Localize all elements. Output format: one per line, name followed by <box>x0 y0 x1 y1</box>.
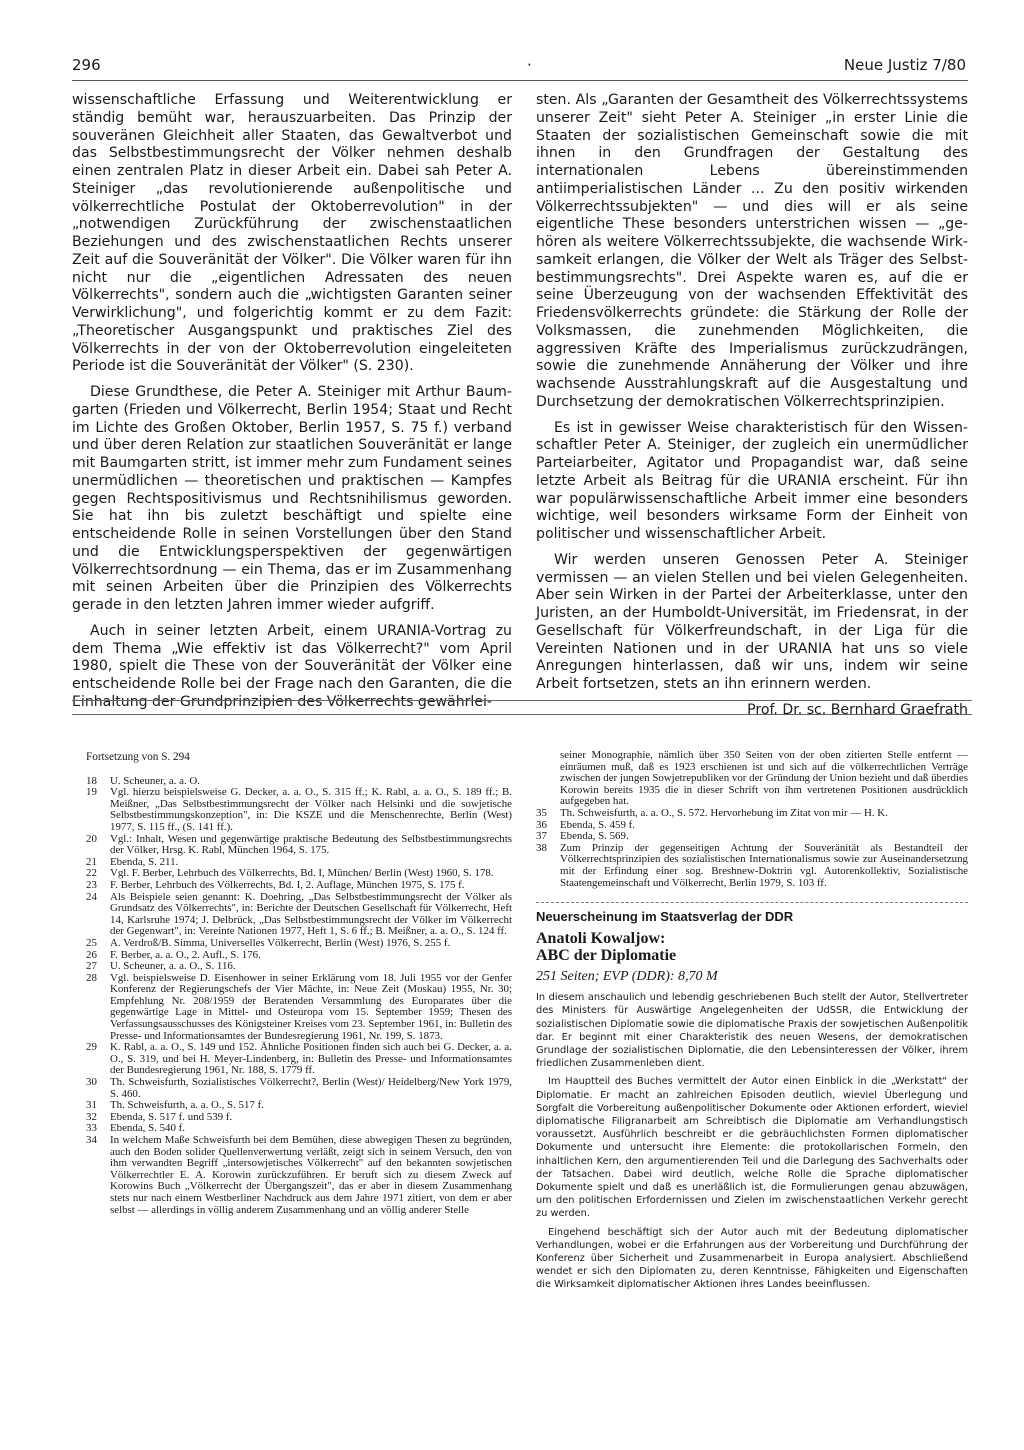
footnote-number: 18 <box>86 774 97 787</box>
footnote-number: 24 <box>86 890 97 903</box>
footnote <box>86 880 512 892</box>
footnote-number: 19 <box>86 786 97 799</box>
announcement-heading: Neuerscheinung im Staatsverlag der DDR <box>536 902 968 924</box>
announcement-paragraph: Eingehend beschäftigt sich der Autor auch mit der Bedeutung diplomatischer Verhandlungen, wobei er die Erfahrungen aus der Vorbereitung und Durchführung der Konferenz über Sicherheit und Zusammenarbeit in Europa analysiert. Abschließend wendet er sich den Diplomaten zu, deren Kenntnisse, Fähigkeiten und Eigenschaften die Wirksamkeit diplomatischer Aktionen ihres Landes beeinflussen. <box>536 1226 968 1291</box>
footnote-text: K. Rabl, a. a. O., S. 149 und 152. Ähnliche Positionen finden sich auch bei G. Decker, a. a. O., S. 319, und bei H. Meyer-Lindenberg, in: Bulletin des Presse- und Informationsamtes der Bundesregierung 1961, Nr. 188, S. 1779 ff. <box>110 1041 512 1077</box>
footnote-number: 23 <box>86 878 97 891</box>
footnote-number: 32 <box>86 1110 97 1123</box>
footnote-text: U. Scheuner, a. a. O., S. 116. <box>110 960 236 973</box>
footnote-number: 38 <box>536 841 547 854</box>
footnote-number: 22 <box>86 867 97 880</box>
footnote-number: 30 <box>86 1076 97 1089</box>
header-rule <box>72 80 968 81</box>
footnote-text: Vgl. beispielsweise D. Eisenhower in seiner Erklärung vom 18. Juli 1955 vor der Genfer Konferenz der Regierungschefs der Vier Mächte, in: Neue Zeit (Moskau) 1955, Nr. 30; Empfehlung Nr. 208/1959 der Beratenden Versammlung des Europarates über die gegenwärtige Lage in Mittel- und Osteuropa vom 15. September 1959; Thesen des Verfassungsausschusses des Königsteiner Kreises vom 23. September 1961, in: Bulletin des Presse- und Informationsamtes der Bundesregierung 1961, Nr. 199, S. 1873. <box>110 971 512 1042</box>
footnote-text: Th. Schweisfurth, a. a. O., S. 572. Hervorhebung im Zitat von mir — H. K. <box>560 806 888 819</box>
footnote <box>86 1042 512 1077</box>
footnote-text: Ebenda, S. 540 f. <box>110 1122 186 1135</box>
book-author: Anatoli Kowaljow: <box>536 930 666 948</box>
footnote <box>536 831 968 843</box>
section-divider <box>72 714 972 715</box>
footnote-number: 35 <box>536 806 547 819</box>
footnote-text: Ebenda, S. 569. <box>560 830 629 843</box>
footnote <box>86 961 512 973</box>
footnote-text: Ebenda, S. 517 f. und 539 f. <box>110 1110 233 1123</box>
footnote-number: 29 <box>86 1041 97 1054</box>
footnote-text: Ebenda, S. 211. <box>110 855 179 868</box>
page-number: 296 <box>72 56 101 74</box>
article-paragraph: Auch in seiner letzten Arbeit, einem URANIA-Vortrag zu dem Thema „Wie effektiv ist das Völkerrecht?" vom April 1980, spielt die These von der Souveränität der Völker eine entscheidende Rolle bei der Frage nach den Garanten, die die Einhaltung der Grundprinzipien des Völkerrechts gewährlei- <box>72 622 512 710</box>
footnote-number: 21 <box>86 855 97 868</box>
footnote <box>86 1135 512 1216</box>
footnote-text: F. Berber, a. a. O., 2. Aufl., S. 176. <box>110 948 261 961</box>
article-paragraph: Wir werden unseren Genossen Peter A. Steiniger vermissen — an vielen Stellen und bei vielen Gelegenheiten. Aber sein Wirken in der Partei der Arbeiterklasse, unter den Juristen, an der Humboldt-Universität, im Friedensrat, in der Gesellschaft für Völkerfreundschaft, in der Liga für die Vereinten Nationen und in der URANIA hat uns so viele Anregungen hinterlassen, daß wir uns, indem wir seine Arbeit fortsetzen, stets an ihn erinnern werden. <box>536 551 968 692</box>
article-paragraph: Es ist in gewisser Weise charakteristisch für den Wissenschaftler Peter A. Steiniger, der zugleich ein unermüdlicher Parteiarbeiter, Agitator und Propagandist war, daß seine letzte Arbeit als Beitrag für die URANIA erscheint. Für ihn war populärwissenschaftliche Arbeit immer eine besonders wichtige, weil besonders wirksame Form der Einheit von politischer und wissenschaftlicher Arbeit. <box>536 419 968 542</box>
footnote <box>536 808 968 820</box>
footnotes-left-column <box>86 752 512 1216</box>
announcement-paragraph: In diesem anschaulich und lebendig geschriebenen Buch stellt der Autor, Stellvertreter des Ministers für Auswärtige Angelegenheiten der UdSSR, die Entwicklung der sozialistischen Diplomatie sowie die diplomatische Praxis der sowjetischen Außenpolitik dar. Er beginnt mit einer Charakteristik des neuen Wesens, der demokratischen Grundlage der sozialistischen Diplomatie, die den Lebensinteressen der Völker, ihrem friedlichen Zusammenleben dient. <box>536 992 968 1070</box>
footnote-number: 28 <box>86 971 97 984</box>
footnote-number: 26 <box>86 948 97 961</box>
footnote <box>86 834 512 857</box>
footnote-list <box>86 776 512 1217</box>
footnote <box>86 938 512 950</box>
footnote-text: F. Berber, Lehrbuch des Völkerrechts, Bd. I, 2. Auflage, München 1975, S. 175 f. <box>110 878 465 891</box>
footnote-text: Vgl.: Inhalt, Wesen und gegenwärtige praktische Bedeutung des Selbstbestimmungsrechts der Völker, Hrsg. K. Rabl, München 1964, S. 175. <box>110 832 512 857</box>
announcement-body <box>536 991 968 1291</box>
footnote-text: A. Verdroß/B. Simma, Universelles Völkerrecht, Berlin (West) 1976, S. 255 f. <box>110 936 451 949</box>
footnote <box>536 843 968 889</box>
footnote-number: 27 <box>86 960 97 973</box>
section-divider <box>72 700 972 701</box>
book-title: ABC der Diplomatie <box>536 947 677 965</box>
article-paragraph: wissenschaftliche Erfassung und Weiterentwicklung er ständig bemüht war, herauszuarbeiten. Das Prinzip der souveränen Gleichheit aller Staaten, das Gewaltverbot und das Selbstbestimmungsrecht der Völker nehmen deshalb einen zentralen Platz in dieser Arbeit ein. Dabei sah Peter A. Steiniger „das revolutionierende außenpolitische und völkerrechtliche Postulat der Oktoberrevolution" in der „notwendigen Zurückführung der zwischenstaatlichen Beziehungen und des zwischenstaatlichen Rechts unserer Zeit auf die Souveränität der Völker". Die Völker waren für ihn nicht nur die „eigentlichen Adressaten des neuen Völkerrechts", sondern auch die „wichtigsten Garanten seiner Verwirklichung", und folgerichtig kommt er zu dem Fazit: „Theoretischer Ausgangspunkt und praktisches Ziel des Völkerrechts in der von der Oktoberrevolution eingeleiteten Periode ist die Souveränität der Völker" (S. 230). <box>72 92 512 375</box>
footnote-text: Th. Schweisfurth, Sozialistisches Völkerrecht?, Berlin (West)/ Heidelberg/New York 1979, S. 460. <box>110 1076 512 1100</box>
journal-title: Neue Justiz 7/80 <box>843 56 966 74</box>
footnote-text: In welchem Maße Schweisfurth bei dem Bemühen, diese abwegigen Thesen zu begründen, auch den Boden solider Quellenverwertung verläßt, zeigt sich in seinem Versuch, den von ihm verwandten Begriff „intersowjetisches Völkerrecht" auf den bekannten sowjetischen Völkerrechtler E. A. Korowin zurückzuführen. Er beruft sich zu diesem Zweck auf Korowins Buch „Völkerrecht der Übergangszeit", das er aber in diesem Zusammenhang stets nur nach einem Westberliner Nachdruck aus dem Jahre 1971 zitiert, von dem er aber selbst — allerdings in völlig anderem Zusammenhang und an völlig anderer Stelle <box>110 1134 512 1216</box>
footnote-number: 31 <box>86 1099 97 1112</box>
footnote <box>86 973 512 1043</box>
footnote-text: Th. Schweisfurth, a. a. O., S. 517 f. <box>110 1099 264 1112</box>
right-lower-column <box>536 750 968 1292</box>
footnote <box>86 787 512 833</box>
footnote-text: Ebenda, S. 459 f. <box>560 818 636 831</box>
footnote-number: 37 <box>536 830 547 843</box>
footnote-text: U. Scheuner, a. a. O. <box>110 774 200 787</box>
footnote <box>86 1077 512 1100</box>
footnote-text: Zum Prinzip der gegenseitigen Achtung der Souveränität als Bestandteil der Völkerrechtsprinzipien des sozialistischen Internationalismus sowie zur Auseinandersetzung mit der Erfindung einer sog. Breshnew-Doktrin vgl. Autorenkollektiv, Sozialistische Staatengemeinschaft und Völkerrecht, Berlin 1979, S. 103 ff. <box>560 841 968 889</box>
article-paragraph: Diese Grundthese, die Peter A. Steiniger mit Arthur Baumgarten (Frieden und Völkerrecht, Berlin 1954; Staat und Recht im Lichte des Großen Oktober, Berlin 1957, S. 75 f.) verband und über deren Relation zur staatlichen Souveränität er lange mit Baumgarten stritt, ist immer mehr zum Fundament seines unermüdlichen — theoretischen und praktischen — Kampfes gegen Rechtspositivismus und Rechtsnihilismus geworden. Sie hat ihn bis zuletzt beschäftigt und spielte eine entscheidende Rolle in seinen Vorstellungen über den Stand und die Entwicklungsperspektiven der gegenwärtigen Völkerrechtsordnung — ein Thema, das er im Zusammenhang mit seinen Arbeiten über die Prinzipien des Völkerrechts gerade in den letzten Jahren immer wieder aufgriff. <box>72 384 512 613</box>
author-signature: Prof. Dr. sc. Bernhard Graefrath <box>747 701 968 718</box>
header-dot: · <box>527 56 532 74</box>
footnote-continuation-text: seiner Monographie, nämlich über 350 Seiten von der oben zitierten Stelle entfernt — einräumen muß, daß es 1923 erschienen ist und sich auf die völkerrechtlichen Verträge zwischen der jungen Sowjetrepubliken vor der Gründung der Union bezieht und daß überdies Korowin bereits 1935 die in dieser Schrift von ihm vertretenen Positionen ausdrücklich aufgegeben hat. <box>560 749 968 808</box>
footnote <box>86 892 512 938</box>
footnote-text: Vgl. F. Berber, Lehrbuch des Völkerrechts, Bd. I, München/ Berlin (West) 1960, S. 178. <box>110 867 494 880</box>
footnote-text: Als Beispiele seien genannt: K. Doehring, „Das Selbstbestimmungsrecht der Völker als Grundsatz des Völkerrechts", in: Berichte der Deutschen Gesellschaft für Völkerrecht, Heft 14, Karlsruhe 1974; J. Delbrück, „Das Selbstbestimmungsrecht der Völker im Völkerrecht der Gegenwart", in: Vereinte Nationen 1977, Heft 1, S. 6 ff.; B. Meißner, a. a. O., S. 124 ff. <box>110 890 512 938</box>
footnote-number: 36 <box>536 818 547 831</box>
footnote-number: 25 <box>86 936 97 949</box>
article-right-column <box>536 92 968 728</box>
footnotes-continuation-label: Fortsetzung von S. 294 <box>86 751 190 763</box>
footnote-number: 33 <box>86 1122 97 1135</box>
announcement-paragraph: Im Hauptteil des Buches vermittelt der Autor einen Einblick in die „Werkstatt" der Diplomatie. Er macht an zahlreichen Episoden deutlich, wieviel Überlegung und Sorgfalt die Vorbereitung außenpolitischer Dokumente oder Aktionen erfordert, wieviel diplomatische Filigranarbeit am Schreibtisch die Diplomatie am Verhandlungstisch voraussetzt. Ausführlich beschreibt er die gebräuchlichsten Formen diplomatischer Dokumente und untersucht ihre Elemente: die protokollarischen Formeln, den inhaltlichen Kern, den argumentierenden Teil und die Darlegung des Sachverhalts oder der Tatsachen. Dabei wird deutlich, welche Rolle die Sprache diplomatischer Dokumente spielt und daß es unerläßlich ist, die Formulierungen genau abzuwägen, um den politischen Erfordernissen und Zielen im zwischenstaatlichen Verkehr gerecht zu werden. <box>536 1076 968 1220</box>
article-left-column <box>72 92 512 720</box>
book-meta: 251 Seiten; EVP (DDR): 8,70 M <box>536 969 718 985</box>
footnote-list <box>536 808 968 889</box>
footnote-number: 34 <box>86 1134 97 1146</box>
footnote-text: Vgl. hierzu beispielsweise G. Decker, a. a. O., S. 315 ff.; K. Rabl, a. a. O., S. 189 ff.; B. Meißner, „Das Selbstbestimmungsrecht der Völker nach Helsinki und die sowjetische Selbstbestimmungskonzeption", in: Die KSZE und die Menschenrechte, Berlin (West) 1977, S. 115 ff., (S. 141 ff.). <box>110 786 512 833</box>
article-paragraph: sten. Als „Garanten der Gesamtheit des Völkerrechtssystems unserer Zeit" sieht Peter A. Steiniger „in erster Linie die Staaten der sozialistischen Gemeinschaft sowie die mit ihnen in den Grundfragen der Gestaltung des internationalen Lebens übereinstimmenden antiimperialistischen Länder ... Zu den positiv wirkenden Völkerrechtssubjekten" — und dies will er als seine eigentliche These besonders unterstrichen wissen — „gehören als weitere Völkerrechtssubjekte, die wachsende Wirksamkeit erlangen, die Völker der Welt als Träger des Selbstbestimmungsrechts". Drei Aspekte waren es, auf die er seine Überzeugung von der wachsenden Effektivität des Friedensvölkerrechts gründete: die Stärkung der Rolle der Volksmassen, die zunehmenden Möglichkeiten, die aggressiven Kräfte des Imperialismus zurückzudrängen, sowie die zunehmende Annäherung der Völker und ihre wachsende Ausstrahlungskraft auf die Ausgestaltung und Durchsetzung der demokratischen Völkerrechtsprinzipien. <box>536 92 968 410</box>
footnote-number: 20 <box>86 832 97 845</box>
